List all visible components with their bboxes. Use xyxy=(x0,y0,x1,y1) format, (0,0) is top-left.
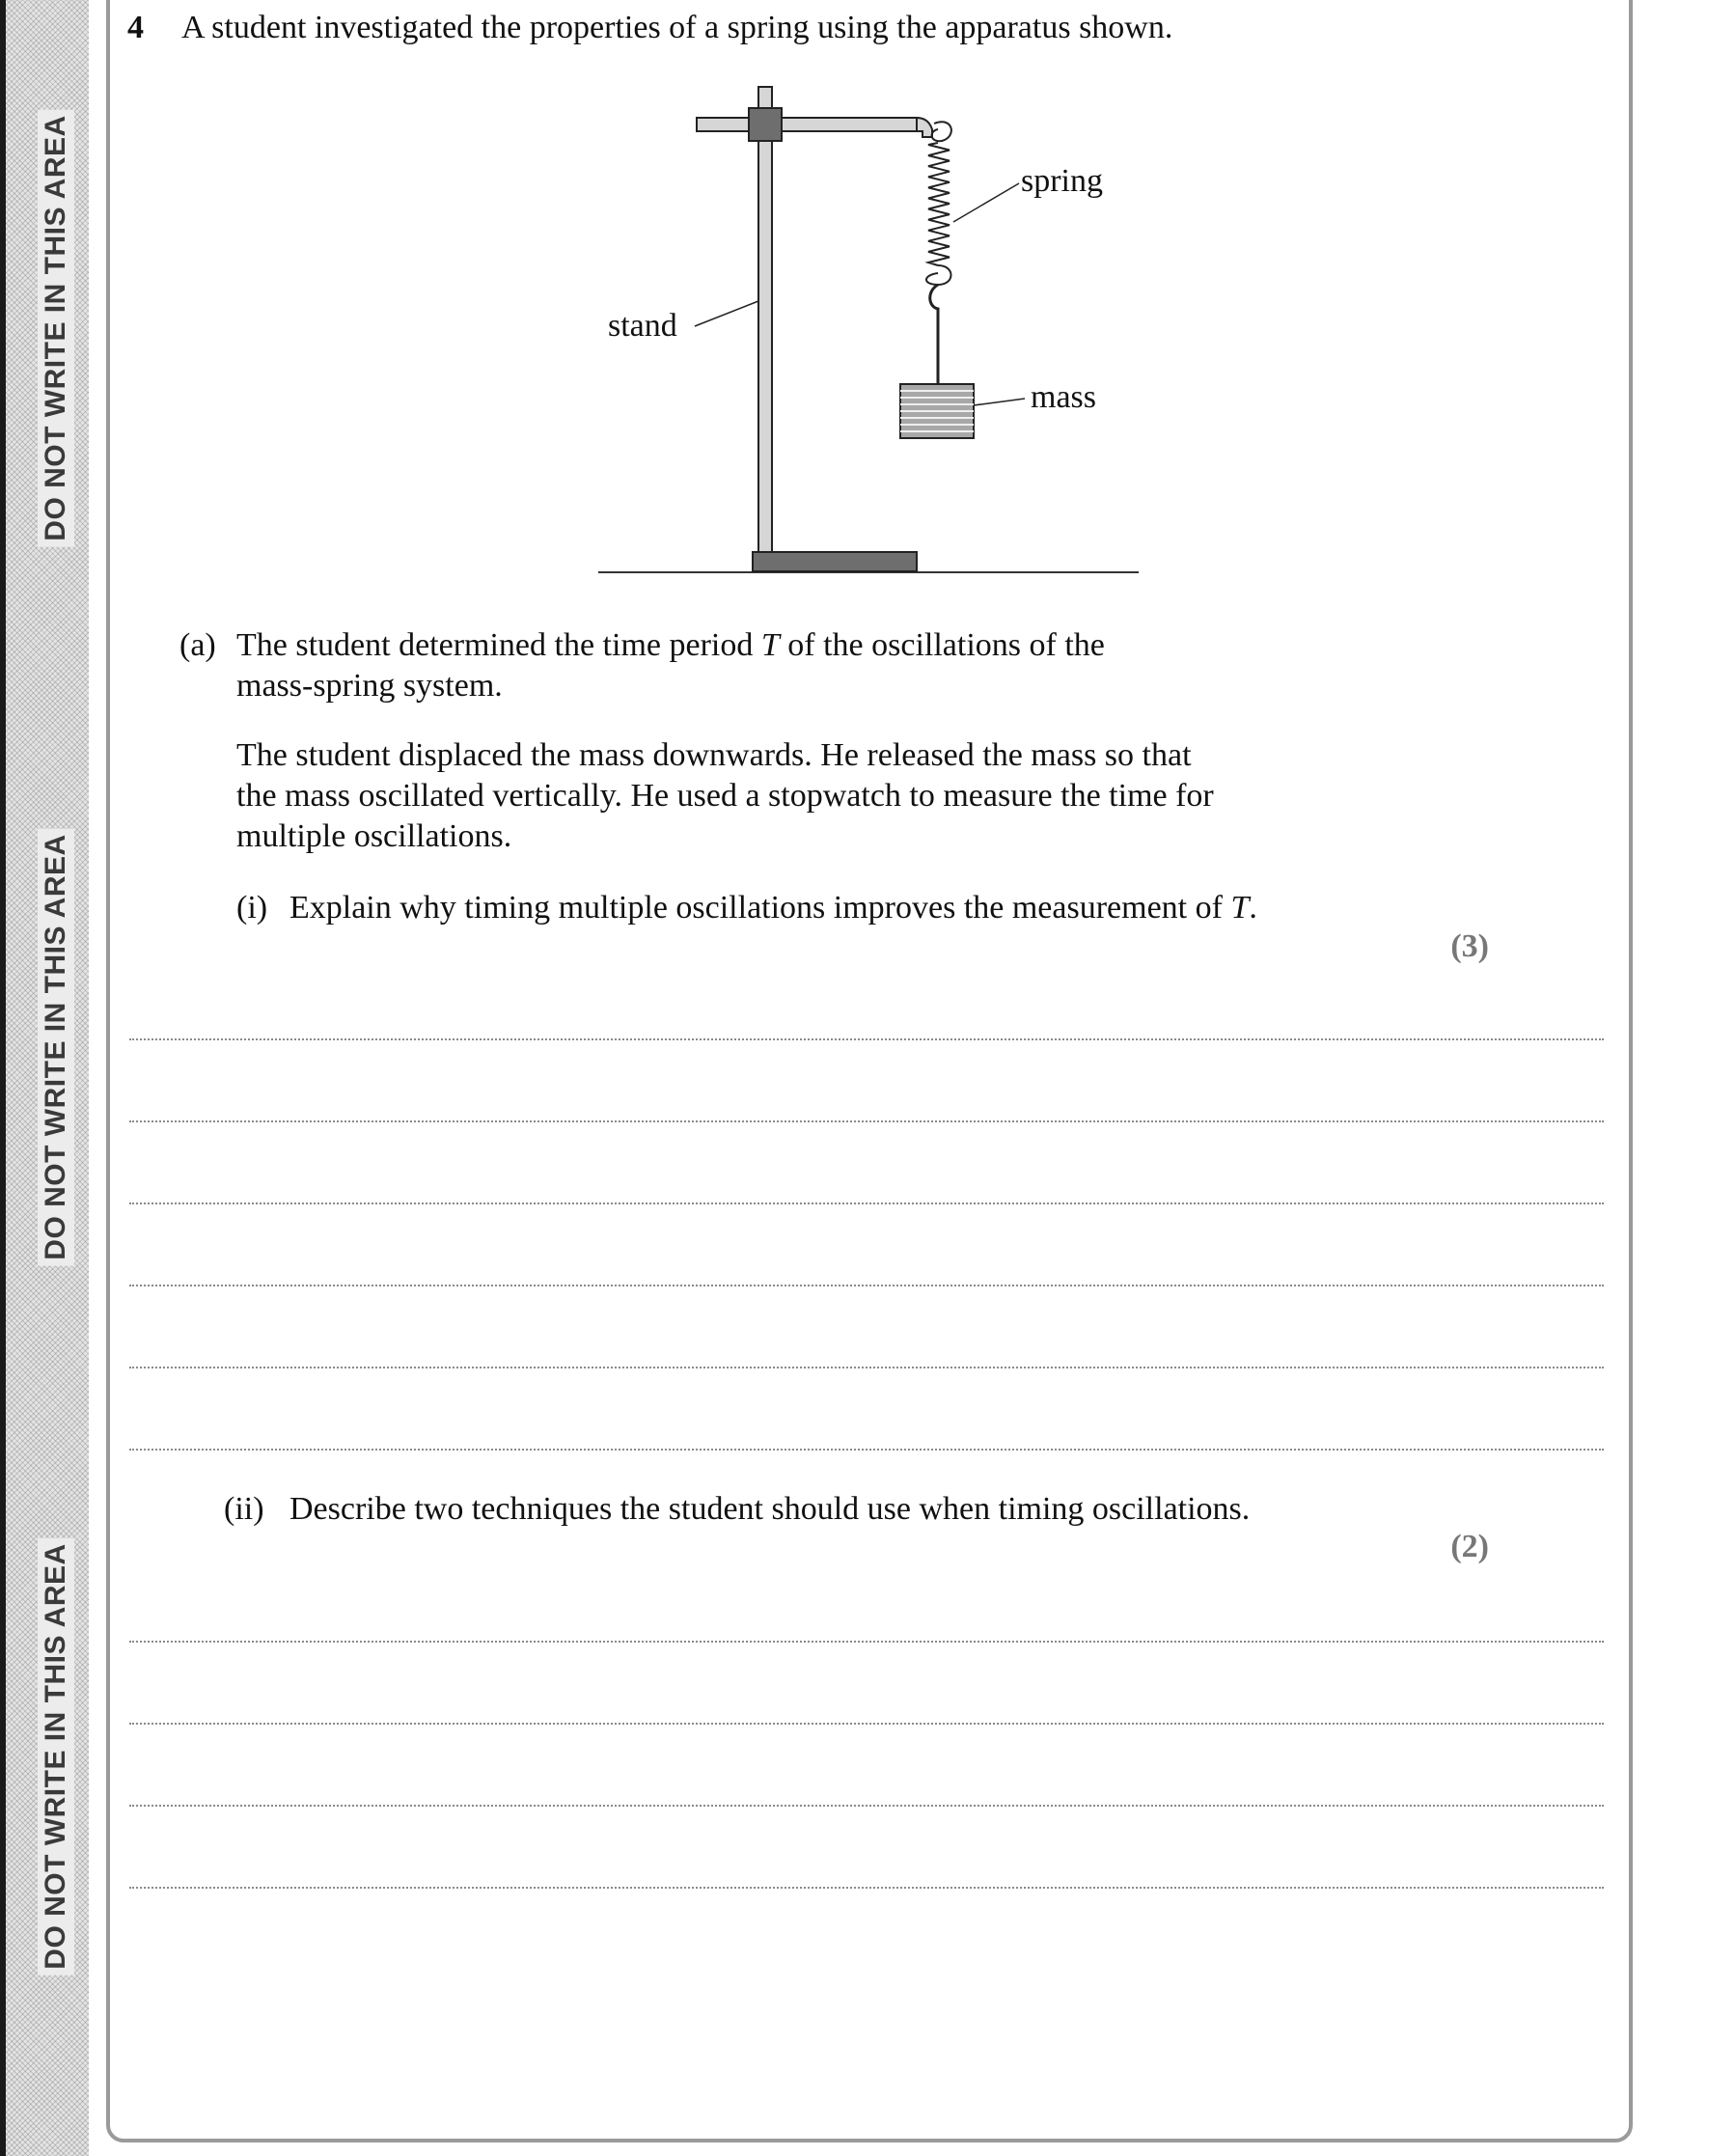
sub-ii-label: (ii) xyxy=(224,1491,264,1527)
stand-rod xyxy=(758,87,772,552)
question-number: 4 xyxy=(127,10,144,45)
answer-line[interactable] xyxy=(129,1285,1604,1286)
part-a-intro xyxy=(236,625,1105,706)
sub-ii-marks: (2) xyxy=(1450,1529,1489,1564)
sub-i-question xyxy=(289,888,1257,928)
answer-line[interactable] xyxy=(129,1887,1604,1889)
stand-arm xyxy=(697,118,917,131)
stand-label: stand xyxy=(608,308,677,344)
margin-edge xyxy=(0,0,6,2156)
mass-leader xyxy=(974,399,1025,405)
intro-text-before: The student determined the time period xyxy=(236,627,761,663)
arm-hook xyxy=(917,118,932,137)
intro-text-after: of the oscillations of the xyxy=(779,627,1105,663)
stand-base xyxy=(753,552,917,571)
sub-i-period: . xyxy=(1249,890,1257,926)
mass-hanger xyxy=(930,285,938,384)
sub-i-variable-T: T xyxy=(1230,890,1250,926)
part-a-label: (a) xyxy=(179,627,216,663)
spring-coils xyxy=(928,143,950,265)
answer-line[interactable] xyxy=(129,1723,1604,1725)
sub-i-marks: (3) xyxy=(1450,928,1489,964)
answer-line[interactable] xyxy=(129,1805,1604,1807)
margin-warning: DO NOT WRITE IN THIS AREA xyxy=(38,828,74,1265)
answer-line[interactable] xyxy=(129,1202,1604,1204)
margin-warning: DO NOT WRITE IN THIS AREA xyxy=(38,109,74,546)
method-line-1: The student displaced the mass downwards. He released the mass so that xyxy=(236,737,1192,773)
clamp-boss xyxy=(749,108,782,141)
mass-label: mass xyxy=(1031,379,1096,415)
answer-line[interactable] xyxy=(129,1120,1604,1122)
answer-line[interactable] xyxy=(129,1449,1604,1451)
stand-leader xyxy=(695,301,758,326)
method-line-3: multiple oscillations. xyxy=(236,818,512,854)
sub-i-text: Explain why timing multiple oscillations improves the measurement of xyxy=(289,890,1231,926)
intro-variable-T: T xyxy=(760,627,780,663)
answer-line[interactable] xyxy=(129,1641,1604,1643)
margin-warning: DO NOT WRITE IN THIS AREA xyxy=(38,1537,74,1975)
spring-leader xyxy=(953,183,1019,222)
spring-label: spring xyxy=(1021,163,1103,199)
intro-line-2: mass-spring system. xyxy=(236,668,503,704)
spring-top-hook xyxy=(932,122,951,141)
apparatus-diagram xyxy=(579,77,1177,598)
spring-bottom-hook xyxy=(926,265,951,285)
mass-stack xyxy=(900,384,974,438)
sub-ii-text: Describe two techniques the student should use when timing oscillations. xyxy=(289,1491,1251,1527)
answer-line[interactable] xyxy=(129,1367,1604,1368)
answer-line[interactable] xyxy=(129,1038,1604,1040)
part-a-method xyxy=(236,735,1214,857)
method-line-2: the mass oscillated vertically. He used a stopwatch to measure the time for xyxy=(236,778,1214,814)
question-stem: A student investigated the properties of a spring using the apparatus shown. xyxy=(181,10,1173,45)
sub-i-label: (i) xyxy=(236,890,268,926)
